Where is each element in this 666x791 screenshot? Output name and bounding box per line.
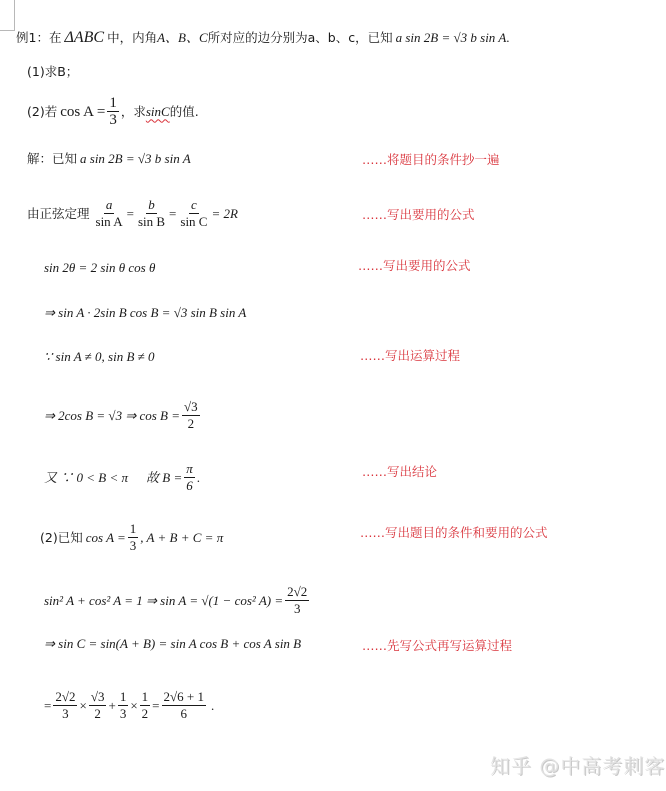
part2-suffix: 的值. xyxy=(169,103,199,119)
formula: ⇒ sin A · 2sin B cos B = √3 sin B sin A xyxy=(44,305,247,320)
formula: cos A = xyxy=(85,529,126,545)
page-corner-mark xyxy=(0,0,15,31)
fraction: $\frac{1}{3}$ xyxy=(109,95,117,128)
zhihu-watermark: 知乎 @中高考刺客 xyxy=(490,754,666,778)
annotation-formula-then-calculation: ……先写公式再写运算过程 xyxy=(362,638,513,653)
given-formula: a sin 2B = √3 b sin A xyxy=(395,30,507,45)
annotation-write-formula: ……写出要用的公式 xyxy=(358,258,471,273)
fraction: $\frac{1}{3}$ xyxy=(119,689,127,721)
fraction: $\frac{c}{\text{sin C}}$ xyxy=(180,197,208,229)
annotation-copy-conditions: ……将题目的条件抄一遍 xyxy=(362,152,500,167)
formula: 故 B = xyxy=(146,469,183,485)
solution-step-5 xyxy=(44,349,155,365)
formula: sin² A + cos² A = 1 ⇒ sin A = √(1 − cos² A) = xyxy=(44,592,284,608)
formula: ⇒ sin C = sin(A + B) = sin A cos B + cos A sin B xyxy=(44,636,302,651)
solution-step-2: 由正弦定理 $\frac{a}{\text{sin A}}$ = $\frac{b}{\text{sin B}}$ = $\frac{c}{\text{sin C}}$ = 2R xyxy=(27,197,238,229)
problem-text: 中，内角 xyxy=(107,30,158,45)
solution-step-3 xyxy=(44,260,155,276)
solution-step-10 xyxy=(44,636,301,652)
formula: 又 ∵ 0 < B < π xyxy=(44,469,128,485)
annotation-write-conclusion: ……写出结论 xyxy=(362,464,438,479)
question-part-2 xyxy=(27,96,199,127)
part2-mid: ，求 xyxy=(120,103,146,119)
problem-label: 例1：在 xyxy=(16,30,62,45)
annotation-write-calculation: ……写出运算过程 xyxy=(360,348,461,363)
solution-step-6 xyxy=(44,400,202,431)
fraction: $\frac{a}{\text{sin A}}$ xyxy=(95,197,123,229)
solution-step-11: = $\frac{2√2}{3}$ × $\frac{√3}{2}$ + $\frac{1}{3}$ × $\frac{1}{2}$ = $\frac{2√6 + 1}{6}$ . xyxy=(44,689,215,721)
solution-step-7: 又 ∵ 0 < B < π 故 B = $\frac{\pi}{6}$ . xyxy=(44,461,200,493)
part1-text: (1)求B； xyxy=(27,64,79,79)
triangle-name: ΔABC xyxy=(64,29,105,46)
fraction: $\frac{2√2}{3}$ xyxy=(287,584,308,616)
fraction: $\frac{1}{3}$ xyxy=(129,521,137,553)
step-label: (2)已知 xyxy=(40,529,83,545)
formula: ⇒ 2cos B = √3 ⇒ cos B = xyxy=(44,407,181,423)
formula: sin 2θ = 2 sin θ cos θ xyxy=(44,260,156,275)
step-label: 由正弦定理 xyxy=(27,205,90,221)
fraction: $\frac{1}{2}$ xyxy=(141,689,149,721)
fraction: $\frac{2√2}{3}$ xyxy=(55,689,76,721)
problem-statement: 例1：在 ΔABC 中，内角 A、B、C 所对应的边分别为a、b、c，已知 a sin 2B = √3 b sin A . xyxy=(16,29,510,46)
part2-target: sinC xyxy=(145,103,170,119)
fraction: $\frac{√3}{2}$ xyxy=(90,689,105,721)
formula: ∵ sin A ≠ 0, sin B ≠ 0 xyxy=(44,349,155,364)
part2-prefix: (2)若 xyxy=(27,103,58,119)
problem-text: 所对应的边分别为a、b、c，已知 xyxy=(207,30,393,45)
solution-step-1 xyxy=(27,151,191,167)
fraction: $\frac{2√6 + 1}{6}$ xyxy=(163,689,204,721)
angle-names: A、B、C xyxy=(157,30,208,45)
solution-step-9 xyxy=(44,585,311,616)
annotation-write-formula: ……写出要用的公式 xyxy=(362,207,475,222)
solution-step-4 xyxy=(44,305,246,321)
fraction: $\frac{√3}{2}$ xyxy=(184,399,198,431)
annotation-conditions-and-formula: ……写出题目的条件和要用的公式 xyxy=(360,525,548,540)
fraction: $\frac{b}{\text{sin B}}$ xyxy=(137,197,166,229)
solution-step-8 xyxy=(40,522,223,553)
fraction: $\frac{\pi}{6}$ xyxy=(186,461,193,493)
step-label: 解：已知 xyxy=(27,151,78,166)
formula: = 2R xyxy=(211,205,238,221)
question-part-1 xyxy=(27,64,78,80)
formula: , A + B + C = π xyxy=(140,529,224,545)
formula: a sin 2B = √3 b sin A xyxy=(80,151,191,166)
part2-cos: cos A = xyxy=(60,103,106,120)
